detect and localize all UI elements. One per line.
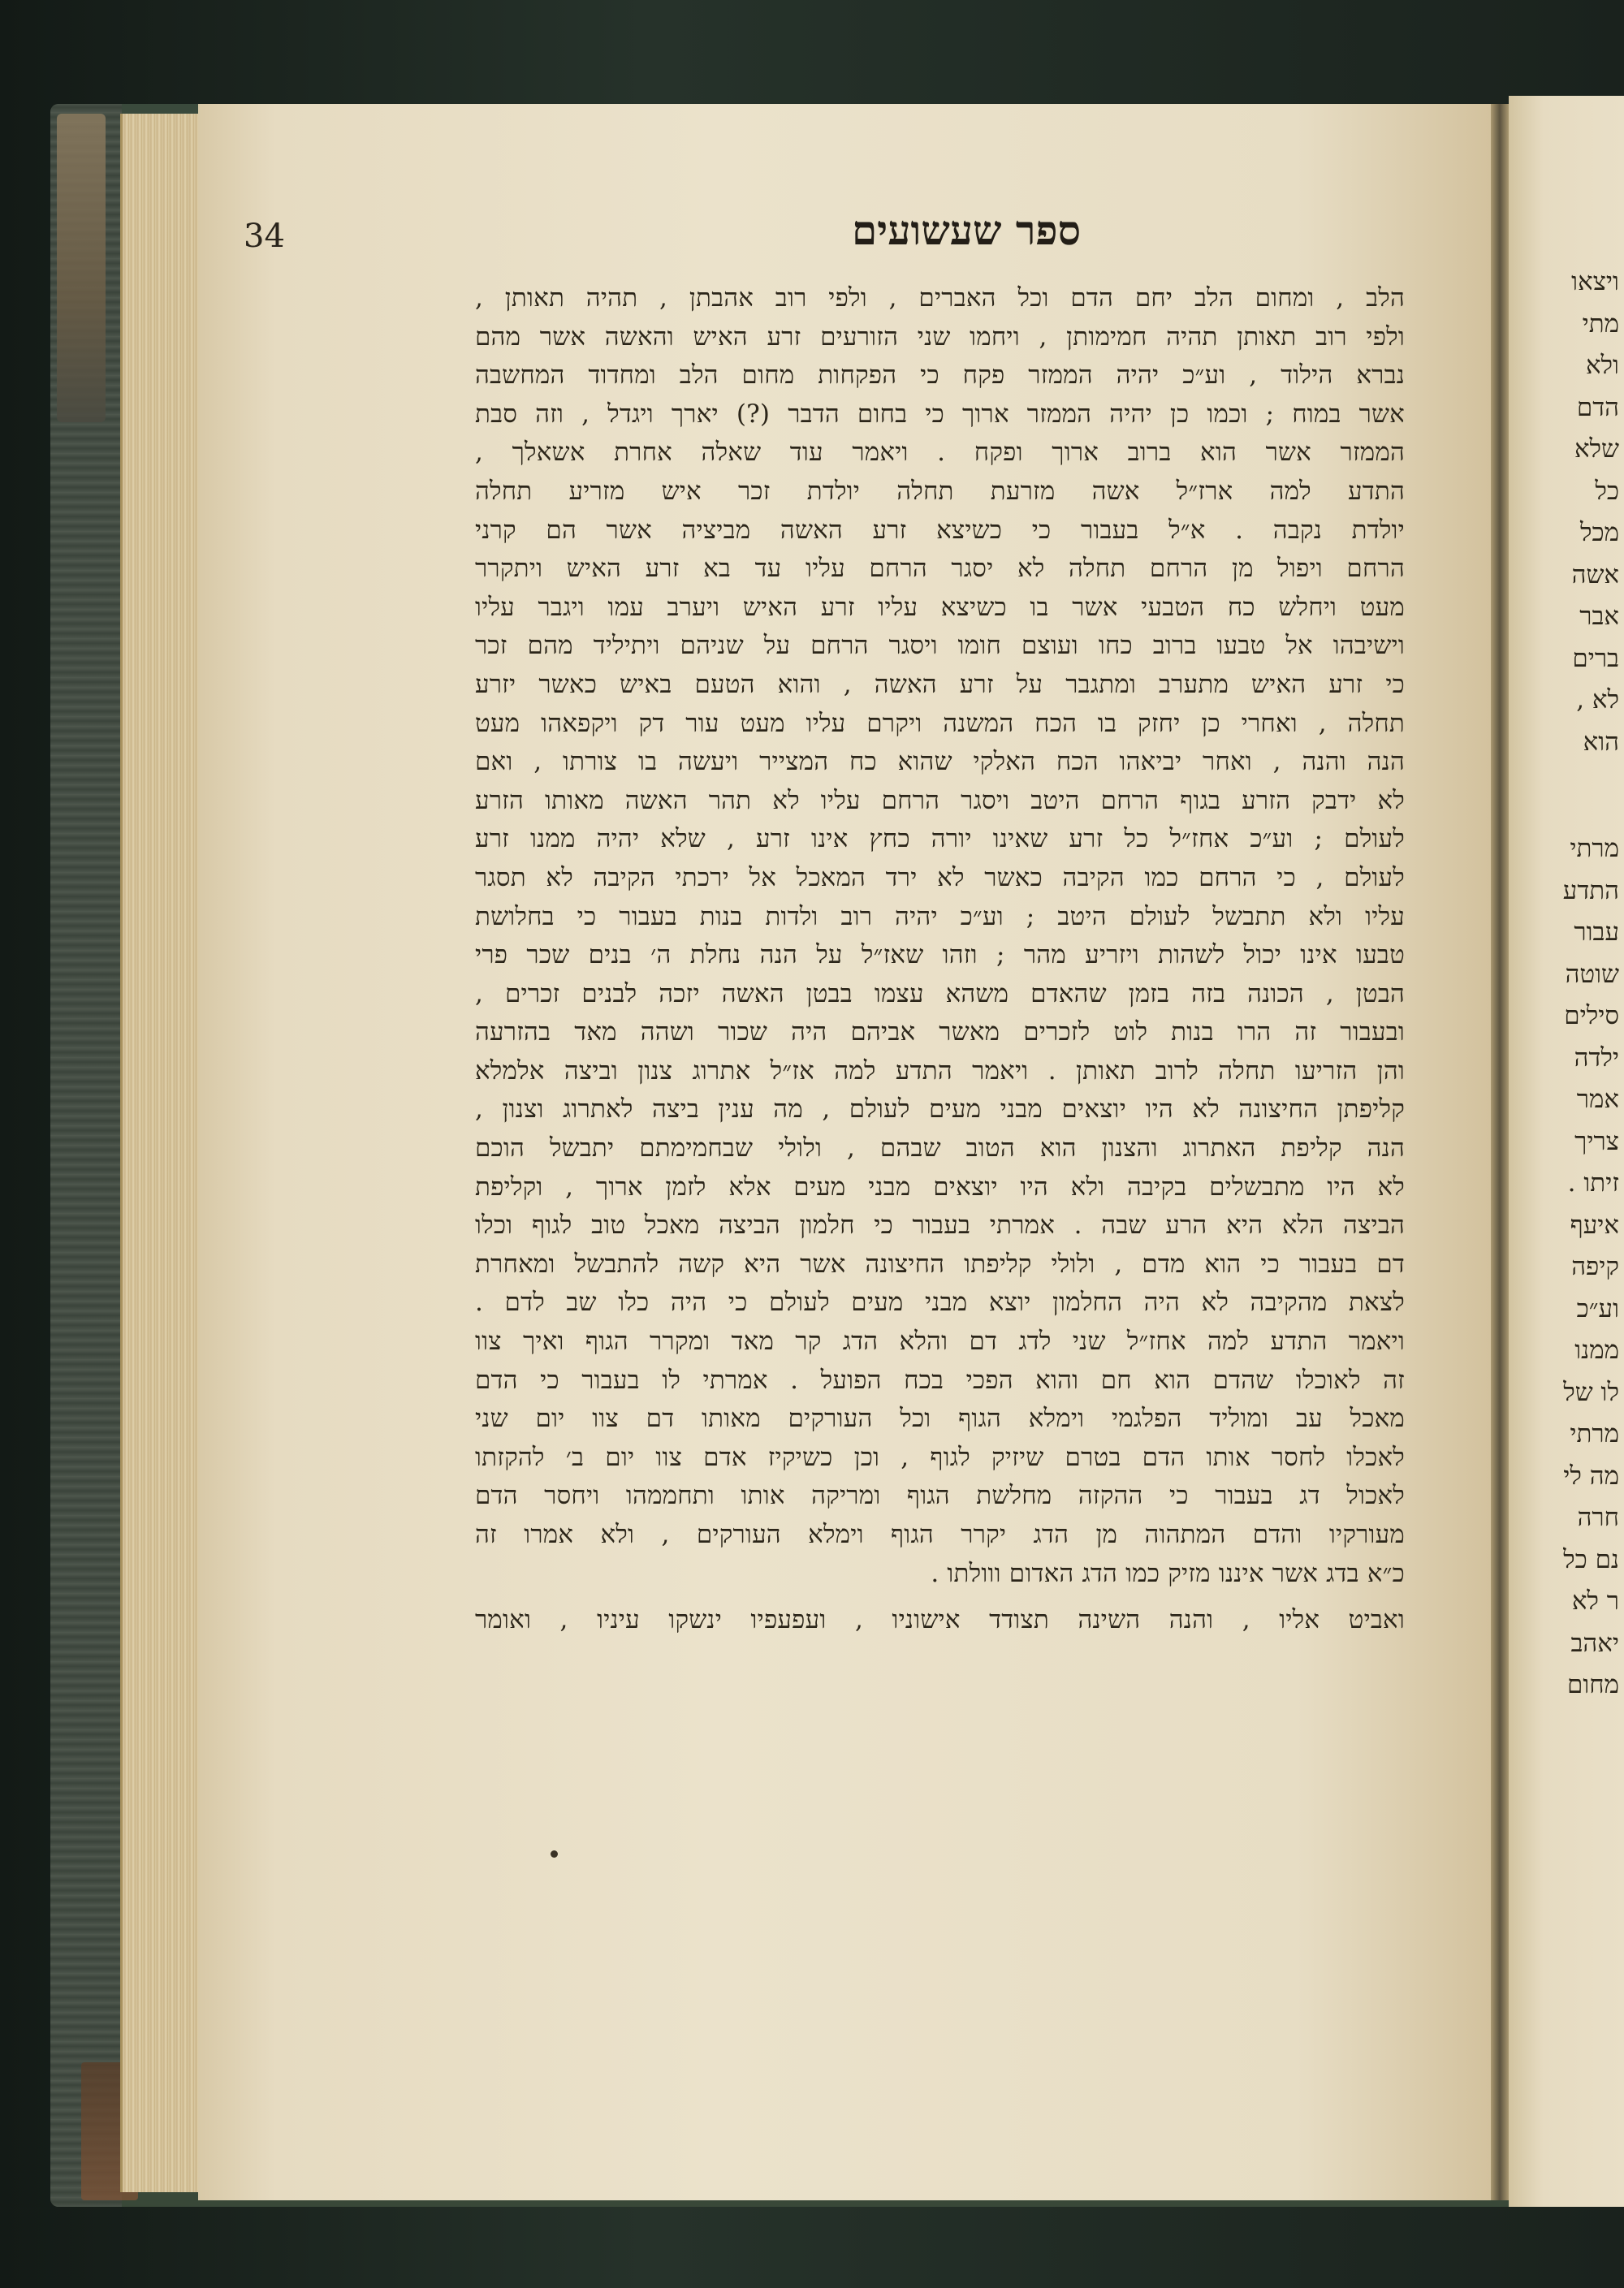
text-line: לאכלו לחסר אותו הדם בטרם שיזיק לגוף , וכן כשיקיז אדם צוו יום ב׳ להקזתו — [475, 1442, 1405, 1472]
right-page-line: התדע — [1562, 875, 1619, 905]
right-page-line: מרתי — [1570, 834, 1619, 863]
right-page-line: אשה — [1571, 559, 1619, 589]
right-page-line: הדם — [1576, 392, 1619, 422]
right-page-line: הוא — [1583, 727, 1619, 757]
text-line: עליו ולא תתבשל לעולם היטב ; וע״כ יהיה רוב ולדות בנות בעבור כי בחלושת — [475, 901, 1405, 931]
right-page-line: אבר — [1579, 602, 1619, 631]
right-page-line: מה לי — [1563, 1461, 1619, 1491]
right-page-line: מכל — [1579, 518, 1619, 547]
text-line: לעולם ; וע״כ אחז״ל כל זרע שאינו יורה כחץ אינו זרע , שלא יהיה ממנו זרע — [475, 824, 1405, 854]
text-line: נברא הילוד , וע״כ יהיה הממזר פקח כי הפקחות מחום הלב ומחדוד המחשבה — [475, 360, 1405, 391]
text-line: יולדת נקבה . א״ל בעבור כי כשיצא זרע האשה מביציה אשר הם קרני — [475, 515, 1405, 545]
right-page-line: ילדה — [1574, 1043, 1619, 1073]
text-line: וישיבהו אל טבעו ברוב כחו ועוצם חומו ויסגר הרחם על שניהם ויתיליד מהם זכר — [475, 631, 1405, 661]
right-page-line: אמר — [1576, 1085, 1619, 1114]
text-line: לא היו מתבשלים בקיבה ולא היו יוצאים מבני מעים אלא לזמן ארוך , וקליפת — [475, 1172, 1405, 1202]
right-page-line: סילים — [1564, 1001, 1619, 1030]
text-line: זה לאוכלו שהדם הוא חם והוא הפכי בכח הפועל . אמרתי לו בעבור כי הדם — [475, 1365, 1405, 1395]
right-page-line: שלא — [1574, 434, 1619, 464]
text-line: הנה והנה , ואחר יביאהו הכח האלקי שהוא כח המצייר ויעשה בו צורתו , ואם — [475, 747, 1405, 777]
text-line: הנה קליפת האתרוג והצנון הוא הטוב שבהם , ולולי שבחמימתם יתבשל הוכם — [475, 1133, 1405, 1163]
text-line: ובעבור זה הרו בנות לוט לזכרים מאשר אביהם היה שכור ושהה מאד בהזרעה — [475, 1017, 1405, 1047]
text-line: מעורקיו והדם המתהוה מן הדג יקרר הגוף וימלא העורקים , ולא אמרו זה — [475, 1520, 1405, 1549]
text-line: לאכול דג בעבור כי ההקזה מחלשת הגוף ומריקה אותו ותחממהו ויחסר הדם — [475, 1481, 1405, 1511]
page-number: 34 — [244, 218, 285, 255]
right-page-line: וע״כ — [1576, 1293, 1619, 1323]
right-page-line: זיתו . — [1567, 1168, 1619, 1198]
right-page-line: מרתי — [1570, 1419, 1619, 1448]
right-page-line: שוטה — [1565, 959, 1619, 989]
right-page-line: ברים — [1572, 643, 1619, 673]
text-line: והן הזריעו תחלה לרוב תאותן . ויאמר התדע למה אז״ל אתרוג צנון וביצה אלמלא — [475, 1056, 1405, 1086]
right-page-line: ר לא — [1571, 1586, 1619, 1616]
right-page-line: איעף — [1570, 1210, 1619, 1240]
page-edges — [120, 114, 201, 2192]
text-line: דם בעבור כי הוא מדם , ולולי קליפתו החיצונה אשר היא קשה להתבשל ומאחרת — [475, 1249, 1405, 1279]
book-gutter — [1491, 104, 1509, 2200]
text-line: הבטן , הכונה בזה בזמן שהאדם משהא עצמו בבטן האשה יזכה לבנים זכרים , — [475, 978, 1405, 1008]
right-page-line: ממנו — [1574, 1336, 1619, 1365]
right-page-line: יאהב — [1570, 1628, 1619, 1658]
right-page-text — [1523, 261, 1619, 1707]
right-page-line: עבור — [1574, 917, 1619, 947]
right-page-line: לו של — [1563, 1377, 1619, 1407]
right-page-line: מתי — [1582, 309, 1619, 339]
right-page-line: לא , — [1576, 685, 1619, 714]
text-line: הרחם ויפול מן הרחם תחלה לא יסגר הרחם עליו עד בא זרע האיש ויתקרר — [475, 554, 1405, 584]
right-page-line: צריך — [1574, 1126, 1619, 1156]
text-line: ויאמר התדע למה אחז״ל שני לדג דם והלא הדג קר מאד ומקרר הגוף ואיך צוו — [475, 1327, 1405, 1357]
right-page-line: כל — [1595, 476, 1619, 506]
right-page-line: נם כל — [1563, 1544, 1619, 1574]
catch-line: ואביט אליו , והנה השינה תצודד אישוניו , ועפעפיו ינשקו עיניו , ואומר — [475, 1605, 1405, 1635]
text-line: תחלה , ואחרי כן יחזק בו הכח המשנה ויקרם עליו מעט עור דק ויקפאהו מעט — [475, 708, 1405, 738]
text-line: הלב , ומחום הלב יחם הדם וכל האברים , ולפי רוב אהבתן , תהיה תאותן , — [475, 283, 1405, 313]
text-line: מעט ויחלש כח הטבעי אשר בו כשיצא עליו זרע האיש ויערב עמו ויגבר עליו — [475, 592, 1405, 622]
text-line: הביצה הלא היא הרע שבה . אמרתי בעבור כי חלמון הביצה מאכל טוב לגוף וכלו — [475, 1211, 1405, 1241]
text-line: כ״א בדג אשר איננו מזיק כמו הדג האדום ווולתו . — [931, 1558, 1405, 1588]
text-line: התדע למה ארז״ל אשה מזרעת תחלה יולדת זכר איש מזריע תחלה — [475, 476, 1405, 506]
text-line: קליפתן החיצונה לא היו יוצאים מבני מעים לעולם , מה ענין ביצה לאתרוג וצנון , — [475, 1094, 1405, 1125]
text-line: כי זרע האיש מתערב ומתגבר על זרע האשה , והוא הטעם באיש כאשר יזרע — [475, 669, 1405, 699]
text-line: מאכל עב ומוליד הפלגמי וימלא הגוף וכל העורקים מאותו דם צוו יום שני — [475, 1404, 1405, 1434]
text-line: לא ידבק הזרע בגוף הרחם היטב ויסגר הרחם עליו לא תהר האשה מאותו הזרע — [475, 785, 1405, 815]
text-line: ולפי רוב תאותן תהיה חמימותן , ויחמו שני הזורעים זרע האיש והאשה אשר מהם — [475, 322, 1405, 352]
text-line: הממזר אשר הוא ברוב ארוך ופקח . ויאמר עוד שאלה אחרת אשאלך , — [475, 438, 1405, 468]
text-line: אשר במוח ; וכמו כן יהיה הממזר ארוך כי בחום הדבר (?) יארך ויגדל , וזה סבת — [475, 399, 1405, 429]
text-line: לעולם , כי הרחם כמו הקיבה כאשר לא ירד המאכל אל ירכתי הקיבה לא תסגר — [475, 862, 1405, 892]
right-page-line: קיפה — [1571, 1252, 1619, 1281]
paragraph-gap — [1523, 763, 1619, 828]
running-head-title: ספר שעשועים — [851, 206, 1082, 254]
text-line: טבעו אינו יכול לשהות ויזריע מהר ; וזהו שאז״ל על הנה נחלת ה׳ בנים שכר פרי — [475, 940, 1405, 970]
right-page-line: מחום — [1567, 1670, 1619, 1699]
body-text — [475, 279, 1405, 1640]
right-page-line: ויצאו — [1571, 267, 1619, 296]
ink-speck — [551, 1850, 558, 1858]
right-page-line: חרה — [1577, 1503, 1619, 1532]
right-page-line: ולא — [1585, 351, 1619, 380]
spine-wear-top — [57, 114, 106, 422]
text-line: לצאת מהקיבה לא היה החלמון יוצא מבני מעים לעולם כי היה כלו שב לדם . — [475, 1288, 1405, 1318]
